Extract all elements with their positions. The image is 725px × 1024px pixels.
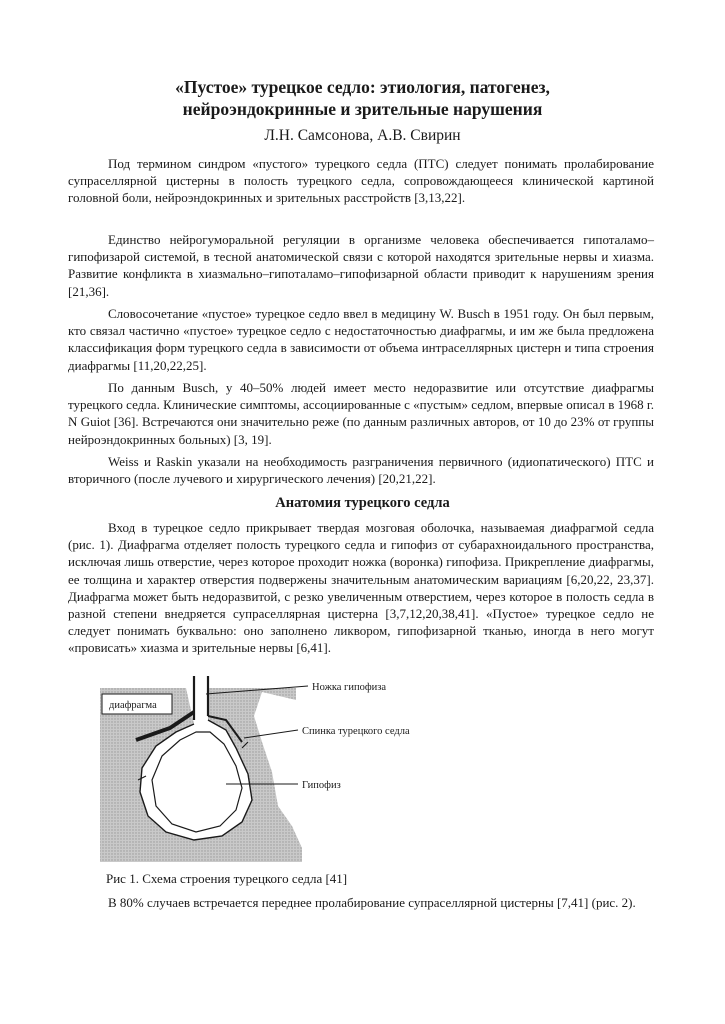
paragraph-1: Под термином синдром «пустого» турецкого седла (ПТС) следует понимать пролабирование супраселлярной цистерны в полость турецкого седла, сопровождающееся клинической картиной головной боли, нейроэндокринных и зрительных расстройств [3,13,22]. — [68, 156, 654, 206]
final-paragraph: В 80% случаев встречается переднее пролабирование супраселлярной цистерны [7,41] (рис. 2). — [108, 895, 636, 910]
label-dorsum: Спинка турецкого седла — [302, 726, 410, 737]
label-pituitary: Гипофиз — [302, 780, 341, 791]
sella-diagram-svg — [96, 676, 526, 862]
article-title — [60, 76, 665, 120]
label-stalk: Ножка гипофиза — [312, 682, 387, 693]
section-paragraph: Вход в турецкое седло прикрывает твердая мозговая оболочка, называемая диафрагмой седла (рис. 1). Диафрагма отделяет полость турецкого седла и гипофиз от субарахноидального пространства, исключая лишь отверстие, через которое проходит ножка (воронка) гипофиза. Прикрепление диафрагмы, ее толщина и характер отверстия подвержены значительным анатомическим вариациям [6,20,22, 23,37]. Диафрагма может быть недоразвитой, с резко увеличенным отверстием, через которое в полость седла в разной степени внедряется супраселлярная цистерна [3,7,12,20,38,41]. «Пустое» турецкое седло не следует понимать буквально: оно заполнено ликвором, гипофизарной тканью, иногда в него могут «провисать» хиазма и зрительные нервы [6,41]. — [68, 520, 654, 656]
figure-caption: Рис 1. Схема строения турецкого седла [41] — [106, 871, 348, 886]
title-line-1: «Пустое» турецкое седло: этиология, патогенез, — [175, 77, 550, 97]
paragraph-2: Единство нейрогуморальной регуляции в организме человека обеспечивается гипоталамо–гипофизарой системой, в тесной анатомической связи с которой находятся зрительные нервы и хиазма. Развитие конфликта в хиазмально–гипоталамо–гипофизарной области приводит к нарушениям зрения [21,36]. — [68, 232, 654, 299]
label-diaphragm: диафрагма — [109, 700, 157, 711]
section-heading: Анатомия турецкого седла — [275, 495, 450, 511]
paragraph-5: Weiss и Raskin указали на необходимость разграничения первичного (идиопатического) ПТС и вторичного (после лучевого и хирургического лечения) [20,21,22]. — [68, 454, 654, 487]
paragraph-3: Словосочетание «пустое» турецкое седло ввел в медицину W. Busch в 1951 году. Он был первым, кто связал частично «пустое» турецкое седло с недостаточностью диафрагмы, и им же была предложена классификация форм турецкого седла в зависимости от объема интраселлярных цистерн и типа строения диафрагмы [11,20,22,25]. — [68, 306, 654, 373]
authors: Л.Н. Самсонова, А.В. Свирин — [264, 127, 461, 144]
pituitary-stalk — [194, 676, 208, 720]
title-line-2: нейроэндокринные и зрительные нарушения — [182, 99, 543, 119]
paragraph-4: По данным Busch, у 40–50% людей имеет место недоразвитие или отсутствие диафрагмы турецкого седла. Клинические симптомы, ассоциированные с «пустым» седлом, впервые описал в 1968 г. N Guiot [36]. Встречаются они значительно реже (по данным различных авторов, от 10 до 23% от группы нейроэндокринных больных) [3, 19]. — [68, 380, 654, 447]
sella-diagram — [96, 676, 526, 862]
